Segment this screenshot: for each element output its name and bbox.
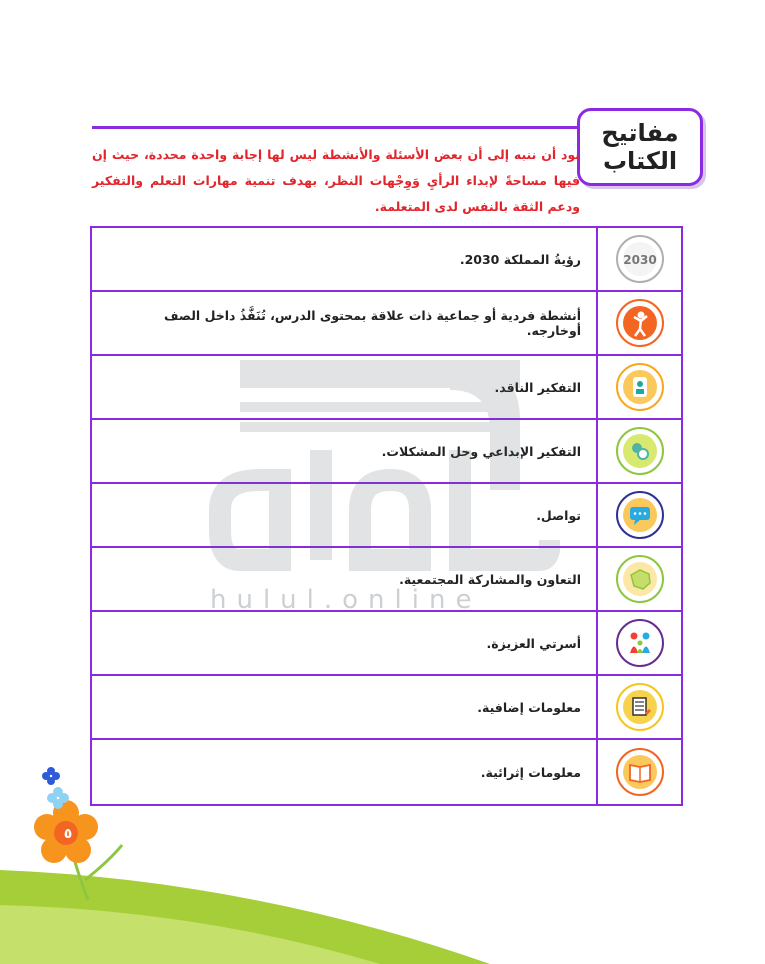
family-icon (616, 619, 664, 667)
communication-icon (616, 491, 664, 539)
enrichment-info-icon (616, 748, 664, 796)
creative-thinking-icon (616, 427, 664, 475)
watermark-text: hulul.online (210, 585, 482, 615)
intro-paragraph: نود أن ننبه إلى أن بعض الأسئلة والأنشطة ليس لها إجابة واحدة محددة، حيث إن فيها مساحةً لإبداء الرأيِ وَوِجْهات النظر، بهدف تنمية مهارات التعلم والتفكير ودعم الثقة بالنفس لدى المتعلمة. (92, 147, 580, 214)
vision-2030-icon (616, 235, 664, 283)
row-label: تواصل. (536, 507, 581, 523)
row-label: التفكير الإبداعي وحل المشكلات. (381, 443, 581, 459)
row-label: أسرتي العزيزة. (486, 635, 581, 651)
table-row (92, 484, 681, 548)
page-number: ٥ (63, 826, 73, 842)
row-label: التفكير الناقد. (494, 379, 581, 395)
keys-table (90, 226, 683, 806)
table-row (92, 228, 681, 292)
table-row (92, 356, 681, 420)
additional-info-icon (616, 683, 664, 731)
svg-text:2030: 2030 (622, 253, 657, 267)
activity-icon (616, 299, 664, 347)
table-row (92, 740, 681, 804)
table-row (92, 292, 681, 356)
row-label: أنشطة فردية أو جماعية ذات علاقة بمحتوى الدرس، تُنَفَّذُ داخل الصف أوخارجه. (164, 308, 581, 338)
row-label: رؤيةُ المملكة 2030. (459, 251, 581, 267)
table-row (92, 420, 681, 484)
header-line (92, 126, 602, 129)
section-title (577, 108, 703, 186)
row-label: معلومات إضافية. (477, 699, 581, 715)
title-line-1: مفاتيح (601, 119, 679, 147)
row-label: معلومات إثرائية. (480, 764, 581, 780)
community-icon (616, 555, 664, 603)
row-label: التعاون والمشاركة المجتمعية. (399, 571, 581, 587)
table-row (92, 612, 681, 676)
critical-thinking-icon (616, 363, 664, 411)
table-row (92, 676, 681, 740)
title-line-2: الكتاب (602, 147, 678, 175)
